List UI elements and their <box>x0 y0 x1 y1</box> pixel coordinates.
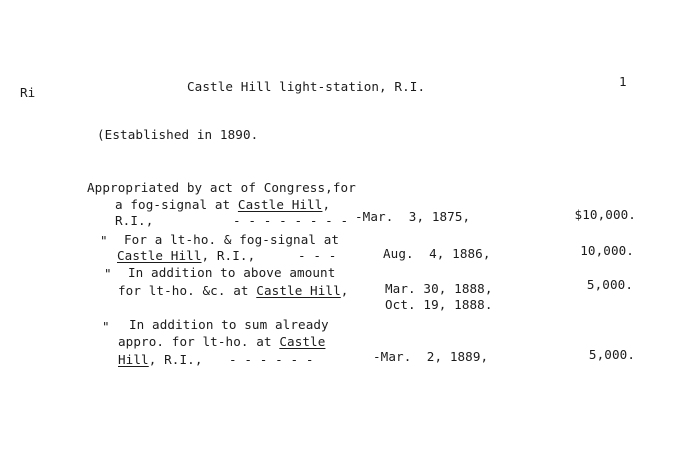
entry-text: , <box>322 197 331 212</box>
entry-line <box>117 249 255 263</box>
appropriation-date: -Mar. 2, 1889, <box>373 349 489 364</box>
leader-dashes: - - - <box>298 248 337 263</box>
entry-line <box>118 353 203 367</box>
appropriation-date: -Mar. 3, 1875, <box>355 209 471 224</box>
left-margin-mark: Ri <box>20 85 36 100</box>
entry-text: a fog-signal at <box>115 197 238 212</box>
entry-line: For a lt-ho. & fog-signal at <box>124 232 340 247</box>
entry-line: In addition to above amount <box>128 265 336 280</box>
entry-line: Appropriated by act of Congress,for <box>87 180 356 195</box>
leader-dashes: - - - - - - <box>229 352 314 367</box>
place-name: Castle Hill <box>256 283 341 298</box>
appropriation-amount: 10,000. <box>580 243 634 258</box>
entry-line <box>118 284 348 298</box>
entry-text: , <box>340 283 349 298</box>
appropriation-date: Oct. 19, 1888. <box>385 297 493 312</box>
entry-line: R.I., <box>115 213 154 228</box>
place-name: Castle <box>279 334 326 349</box>
page-number: 1 <box>619 74 627 89</box>
appropriation-amount: $10,000. <box>574 207 636 222</box>
entry-text: , R.I., <box>148 352 203 367</box>
place-name: Hill <box>118 352 149 367</box>
entry-text: for lt-ho. &c. at <box>118 283 257 298</box>
appropriation-amount: 5,000. <box>588 347 635 362</box>
established-note: (Established in 1890. <box>97 127 259 142</box>
entry-line: In addition to sum already <box>129 317 329 332</box>
ditto-mark: " <box>100 233 108 248</box>
appropriation-amount: 5,000. <box>586 277 633 292</box>
appropriation-date: Aug. 4, 1886, <box>383 246 491 261</box>
appropriation-date: Mar. 30, 1888, <box>385 281 493 296</box>
leader-dashes: - - - - - - - - <box>233 213 349 228</box>
entry-text: , R.I., <box>201 248 256 263</box>
ditto-mark: " <box>102 319 110 334</box>
ditto-mark: " <box>104 266 112 281</box>
page-title: Castle Hill light-station, R.I. <box>187 79 426 94</box>
place-name: Castle Hill <box>117 248 202 263</box>
entry-line <box>115 198 330 212</box>
entry-text: appro. for lt-ho. at <box>118 334 280 349</box>
entry-line <box>118 335 325 349</box>
place-name: Castle Hill <box>237 197 323 212</box>
